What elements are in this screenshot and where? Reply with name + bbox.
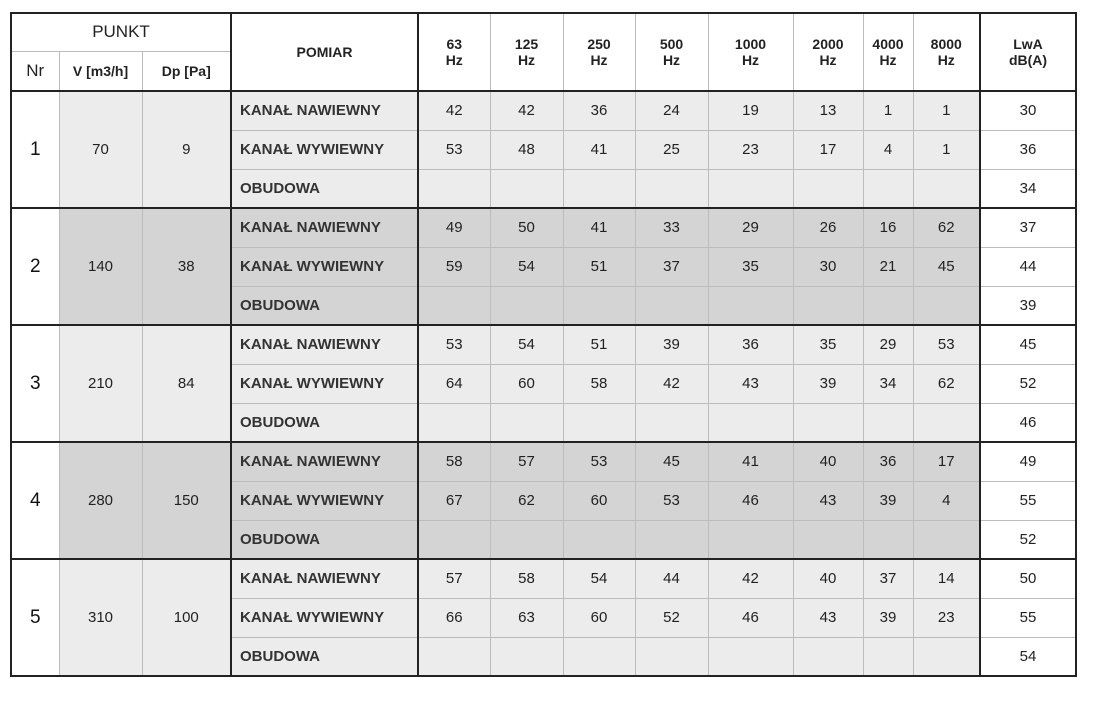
band-level-cell: 63 [490, 598, 563, 637]
point-pressure: 38 [142, 208, 231, 325]
band-level-cell [490, 403, 563, 442]
band-level-cell: 17 [793, 130, 863, 169]
band-level-cell [913, 637, 980, 676]
point-pressure: 150 [142, 442, 231, 559]
band-level-cell [913, 520, 980, 559]
band-level-cell: 53 [418, 130, 490, 169]
band-level-cell [635, 286, 708, 325]
header-freq-500: 500 Hz [635, 13, 708, 91]
point-flow: 210 [59, 325, 142, 442]
band-level-cell: 36 [563, 91, 635, 130]
table-body [11, 91, 1076, 676]
lwa-cell: 55 [980, 598, 1076, 637]
band-level-cell: 43 [708, 364, 793, 403]
band-level-cell [418, 403, 490, 442]
band-level-cell [563, 286, 635, 325]
band-level-cell [563, 637, 635, 676]
band-level-cell: 37 [635, 247, 708, 286]
band-level-cell: 39 [635, 325, 708, 364]
band-level-cell: 46 [708, 481, 793, 520]
header-freq-8000: 8000 Hz [913, 13, 980, 91]
band-level-cell [418, 286, 490, 325]
lwa-cell: 45 [980, 325, 1076, 364]
point-flow: 140 [59, 208, 142, 325]
band-level-cell: 16 [863, 208, 913, 247]
band-level-cell [490, 169, 563, 208]
header-freq-63: 63 Hz [418, 13, 490, 91]
band-level-cell: 50 [490, 208, 563, 247]
lwa-cell: 52 [980, 520, 1076, 559]
band-level-cell: 14 [913, 559, 980, 598]
band-level-cell: 62 [913, 364, 980, 403]
table-row [11, 325, 1076, 364]
band-level-cell [863, 169, 913, 208]
band-level-cell [635, 520, 708, 559]
lwa-cell: 52 [980, 364, 1076, 403]
band-level-cell: 46 [708, 598, 793, 637]
lwa-cell: 49 [980, 442, 1076, 481]
band-level-cell [708, 520, 793, 559]
band-level-cell [913, 403, 980, 442]
measurement-label: KANAŁ WYWIEWNY [231, 364, 418, 403]
table-row [11, 91, 1076, 130]
band-level-cell: 45 [635, 442, 708, 481]
band-level-cell: 35 [793, 325, 863, 364]
band-level-cell: 24 [635, 91, 708, 130]
measurement-label: KANAŁ WYWIEWNY [231, 130, 418, 169]
measurement-label: KANAŁ WYWIEWNY [231, 598, 418, 637]
band-level-cell: 58 [490, 559, 563, 598]
acoustic-table-wrapper [10, 12, 1077, 677]
band-level-cell [635, 403, 708, 442]
band-level-cell: 54 [563, 559, 635, 598]
point-nr: 3 [11, 325, 59, 442]
measurement-label: KANAŁ NAWIEWNY [231, 442, 418, 481]
band-level-cell: 62 [913, 208, 980, 247]
band-level-cell: 53 [635, 481, 708, 520]
band-level-cell: 26 [793, 208, 863, 247]
band-level-cell: 62 [490, 481, 563, 520]
band-level-cell: 40 [793, 559, 863, 598]
header-punkt: PUNKT [11, 13, 231, 51]
header-freq-4000: 4000 Hz [863, 13, 913, 91]
table-row [11, 208, 1076, 247]
band-level-cell: 54 [490, 247, 563, 286]
header-freq-125: 125 Hz [490, 13, 563, 91]
band-level-cell: 58 [563, 364, 635, 403]
band-level-cell [490, 286, 563, 325]
band-level-cell [418, 169, 490, 208]
band-level-cell: 60 [490, 364, 563, 403]
lwa-cell: 44 [980, 247, 1076, 286]
band-level-cell: 29 [863, 325, 913, 364]
header-lwa: LwA dB(A) [980, 13, 1076, 91]
band-level-cell [913, 169, 980, 208]
band-level-cell [635, 637, 708, 676]
measurement-label: KANAŁ NAWIEWNY [231, 325, 418, 364]
table-row [11, 442, 1076, 481]
lwa-cell: 39 [980, 286, 1076, 325]
band-level-cell [563, 520, 635, 559]
band-level-cell: 36 [708, 325, 793, 364]
point-flow: 70 [59, 91, 142, 208]
band-level-cell: 33 [635, 208, 708, 247]
measurement-label: OBUDOWA [231, 637, 418, 676]
band-level-cell: 49 [418, 208, 490, 247]
measurement-label: KANAŁ WYWIEWNY [231, 247, 418, 286]
point-flow: 280 [59, 442, 142, 559]
measurement-label: KANAŁ NAWIEWNY [231, 559, 418, 598]
band-level-cell: 44 [635, 559, 708, 598]
band-level-cell: 53 [563, 442, 635, 481]
band-level-cell [863, 520, 913, 559]
point-pressure: 100 [142, 559, 231, 676]
band-level-cell: 41 [563, 130, 635, 169]
band-level-cell [793, 520, 863, 559]
measurement-label: OBUDOWA [231, 403, 418, 442]
point-pressure: 84 [142, 325, 231, 442]
band-level-cell: 40 [793, 442, 863, 481]
point-nr: 2 [11, 208, 59, 325]
band-level-cell: 51 [563, 247, 635, 286]
point-flow: 310 [59, 559, 142, 676]
band-level-cell [635, 169, 708, 208]
band-level-cell [708, 286, 793, 325]
band-level-cell: 37 [863, 559, 913, 598]
band-level-cell: 30 [793, 247, 863, 286]
band-level-cell: 42 [418, 91, 490, 130]
band-level-cell [863, 637, 913, 676]
band-level-cell: 42 [635, 364, 708, 403]
band-level-cell: 39 [863, 481, 913, 520]
band-level-cell [793, 286, 863, 325]
point-nr: 5 [11, 559, 59, 676]
measurement-label: KANAŁ WYWIEWNY [231, 481, 418, 520]
header-pomiar: POMIAR [231, 13, 418, 91]
band-level-cell [418, 637, 490, 676]
band-level-cell [793, 403, 863, 442]
measurement-label: KANAŁ NAWIEWNY [231, 208, 418, 247]
band-level-cell [863, 286, 913, 325]
band-level-cell: 57 [418, 559, 490, 598]
header-dp: Dp [Pa] [142, 51, 231, 91]
band-level-cell: 29 [708, 208, 793, 247]
band-level-cell: 19 [708, 91, 793, 130]
measurement-label: OBUDOWA [231, 286, 418, 325]
band-level-cell [913, 286, 980, 325]
band-level-cell [793, 637, 863, 676]
band-level-cell: 42 [708, 559, 793, 598]
band-level-cell: 13 [793, 91, 863, 130]
band-level-cell: 53 [913, 325, 980, 364]
lwa-cell: 36 [980, 130, 1076, 169]
band-level-cell [863, 403, 913, 442]
band-level-cell: 1 [913, 91, 980, 130]
band-level-cell [490, 637, 563, 676]
band-level-cell: 54 [490, 325, 563, 364]
table-row [11, 559, 1076, 598]
header-freq-1000: 1000 Hz [708, 13, 793, 91]
band-level-cell: 43 [793, 598, 863, 637]
band-level-cell: 64 [418, 364, 490, 403]
band-level-cell: 4 [863, 130, 913, 169]
band-level-cell: 60 [563, 598, 635, 637]
band-level-cell: 58 [418, 442, 490, 481]
band-level-cell [708, 637, 793, 676]
band-level-cell: 1 [863, 91, 913, 130]
band-level-cell: 23 [708, 130, 793, 169]
band-level-cell: 53 [418, 325, 490, 364]
lwa-cell: 37 [980, 208, 1076, 247]
lwa-cell: 46 [980, 403, 1076, 442]
header-freq-250: 250 Hz [563, 13, 635, 91]
header-nr: Nr [11, 51, 59, 91]
measurement-label: OBUDOWA [231, 520, 418, 559]
acoustic-measurement-table [10, 12, 1077, 677]
band-level-cell [708, 403, 793, 442]
band-level-cell [563, 403, 635, 442]
band-level-cell: 25 [635, 130, 708, 169]
point-nr: 4 [11, 442, 59, 559]
lwa-cell: 30 [980, 91, 1076, 130]
band-level-cell: 57 [490, 442, 563, 481]
band-level-cell: 66 [418, 598, 490, 637]
measurement-label: OBUDOWA [231, 169, 418, 208]
lwa-cell: 54 [980, 637, 1076, 676]
band-level-cell: 4 [913, 481, 980, 520]
band-level-cell: 39 [863, 598, 913, 637]
band-level-cell: 41 [708, 442, 793, 481]
band-level-cell: 42 [490, 91, 563, 130]
point-pressure: 9 [142, 91, 231, 208]
band-level-cell: 1 [913, 130, 980, 169]
band-level-cell [563, 169, 635, 208]
band-level-cell: 35 [708, 247, 793, 286]
band-level-cell: 59 [418, 247, 490, 286]
band-level-cell: 67 [418, 481, 490, 520]
band-level-cell: 36 [863, 442, 913, 481]
band-level-cell [490, 520, 563, 559]
header-v: V [m3/h] [59, 51, 142, 91]
lwa-cell: 50 [980, 559, 1076, 598]
lwa-cell: 55 [980, 481, 1076, 520]
band-level-cell: 23 [913, 598, 980, 637]
band-level-cell: 34 [863, 364, 913, 403]
header-freq-2000: 2000 Hz [793, 13, 863, 91]
band-level-cell: 43 [793, 481, 863, 520]
band-level-cell: 17 [913, 442, 980, 481]
band-level-cell [708, 169, 793, 208]
band-level-cell: 60 [563, 481, 635, 520]
band-level-cell: 51 [563, 325, 635, 364]
band-level-cell [793, 169, 863, 208]
band-level-cell: 41 [563, 208, 635, 247]
band-level-cell: 48 [490, 130, 563, 169]
band-level-cell: 21 [863, 247, 913, 286]
measurement-label: KANAŁ NAWIEWNY [231, 91, 418, 130]
band-level-cell: 39 [793, 364, 863, 403]
band-level-cell [418, 520, 490, 559]
lwa-cell: 34 [980, 169, 1076, 208]
band-level-cell: 45 [913, 247, 980, 286]
point-nr: 1 [11, 91, 59, 208]
band-level-cell: 52 [635, 598, 708, 637]
